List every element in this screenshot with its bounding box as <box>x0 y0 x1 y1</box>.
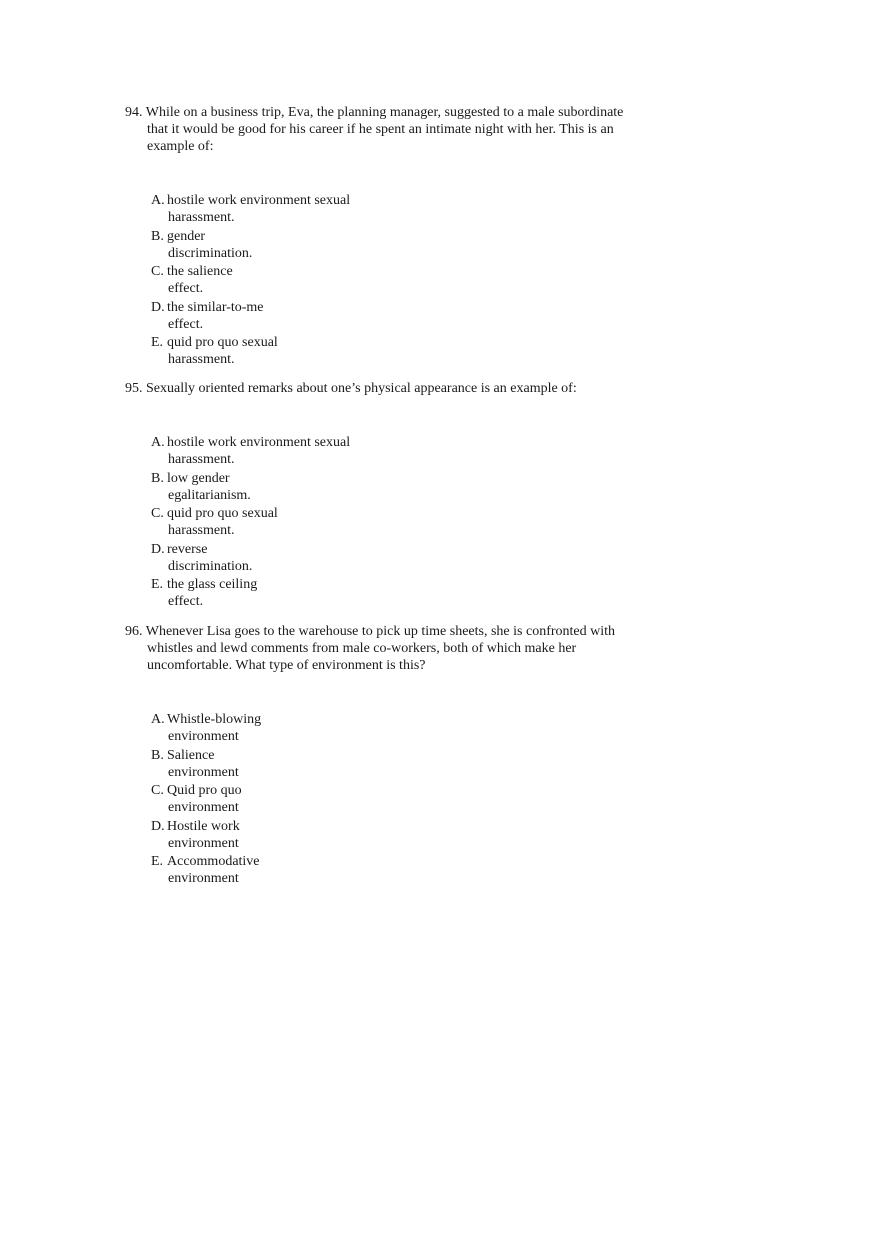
option-letter: D. <box>151 541 165 557</box>
option-a <box>151 711 391 745</box>
option-letter: C. <box>151 264 164 279</box>
question-text <box>125 380 645 397</box>
question-96 <box>125 623 645 889</box>
option-letter: A. <box>151 712 165 727</box>
option-text: Quid pro quo <box>167 783 242 798</box>
option-c <box>151 505 391 539</box>
question-text <box>125 104 645 155</box>
option-text-continued: environment <box>168 800 239 815</box>
option-text-continued: egalitarianism. <box>168 487 251 503</box>
option-letter: A. <box>151 435 165 450</box>
option-letter: E. <box>151 854 164 869</box>
option-d <box>151 541 391 575</box>
option-e <box>151 853 391 887</box>
option-letter: C. <box>151 506 164 521</box>
answer-options <box>151 711 391 887</box>
option-b <box>151 470 391 504</box>
option-text-continued: harassment. <box>168 523 235 538</box>
question-number: 94. <box>125 105 143 120</box>
question-line: whistles and lewd comments from male co-workers, both of which make her <box>147 641 577 656</box>
option-text-continued: effect. <box>168 594 204 609</box>
option-text-continued: environment <box>168 871 239 886</box>
option-c <box>151 782 391 816</box>
question-line: that it would be good for his career if he spent an intimate night with her. This is an <box>147 122 614 137</box>
option-text-continued: harassment. <box>168 452 235 467</box>
option-text: Whistle-blowing <box>167 712 262 727</box>
option-text-continued: environment <box>168 729 239 744</box>
option-text: gender <box>167 228 206 244</box>
option-text: hostile work environment sexual <box>167 435 351 450</box>
question-line: Sexually oriented remarks about one’s physical appearance is an example of: <box>146 381 577 396</box>
option-text: the salience <box>167 264 233 279</box>
option-d <box>151 299 391 333</box>
option-text: hostile work environment sexual <box>167 193 351 208</box>
question-text <box>125 623 645 674</box>
option-letter: E. <box>151 335 164 350</box>
option-letter: A. <box>151 193 165 208</box>
question-95 <box>125 380 645 612</box>
option-text-continued: harassment. <box>168 352 235 367</box>
option-text: the glass ceiling <box>167 577 258 592</box>
option-letter: C. <box>151 783 164 798</box>
option-text: quid pro quo sexual <box>167 506 278 521</box>
option-text-continued: discrimination. <box>168 245 253 261</box>
option-a <box>151 434 391 468</box>
question-number: 96. <box>125 624 143 639</box>
option-b <box>151 747 391 781</box>
option-d <box>151 818 391 852</box>
option-text-continued: effect. <box>168 281 204 296</box>
option-c <box>151 263 391 297</box>
question-line: Whenever Lisa goes to the warehouse to pick up time sheets, she is confronted with <box>145 624 616 639</box>
option-text-continued: environment <box>168 835 239 851</box>
question-number: 95. <box>125 381 143 396</box>
option-text: Accommodative <box>167 854 260 869</box>
option-letter: B. <box>151 228 164 244</box>
option-text: the similar-to-me <box>167 299 264 315</box>
option-a <box>151 192 391 226</box>
option-text: Salience <box>167 747 215 763</box>
answer-options <box>151 192 391 368</box>
option-letter: D. <box>151 818 165 834</box>
question-line: example of: <box>147 139 214 154</box>
option-e <box>151 576 391 610</box>
question-94 <box>125 104 645 370</box>
option-text: Hostile work <box>167 818 240 834</box>
option-text: low gender <box>167 470 230 486</box>
option-text: quid pro quo sexual <box>167 335 278 350</box>
option-letter: B. <box>151 747 164 763</box>
option-text-continued: harassment. <box>168 210 235 225</box>
option-b <box>151 228 391 262</box>
question-line: uncomfortable. What type of environment is this? <box>147 658 426 673</box>
option-text: reverse <box>167 541 208 557</box>
option-text-continued: discrimination. <box>168 558 253 574</box>
option-text-continued: effect. <box>168 316 204 332</box>
option-e <box>151 334 391 368</box>
option-letter: E. <box>151 577 164 592</box>
option-letter: D. <box>151 299 165 315</box>
question-line: While on a business trip, Eva, the planning manager, suggested to a male subordinate <box>145 105 624 120</box>
option-letter: B. <box>151 470 164 486</box>
option-text-continued: environment <box>168 764 239 780</box>
answer-options <box>151 434 391 610</box>
